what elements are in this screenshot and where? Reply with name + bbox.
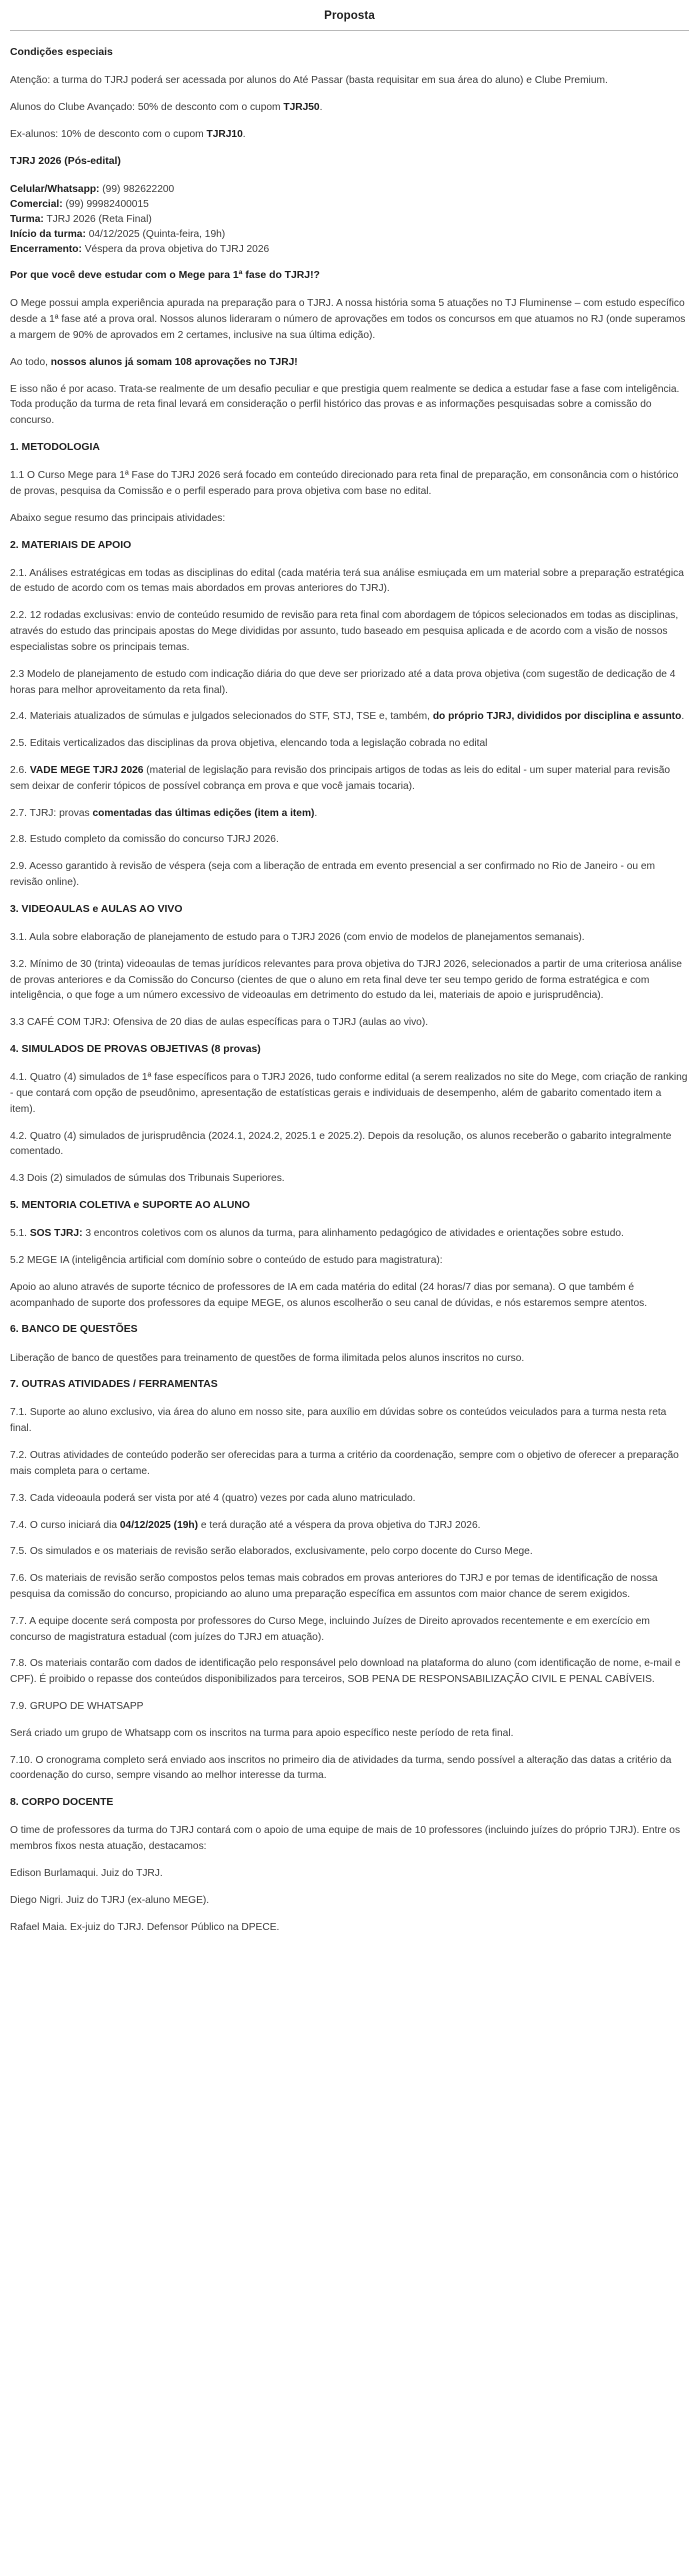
contact-encerramento-value: Véspera da prova objetiva do TJRJ 2026	[84, 244, 270, 256]
item-4-1: 4.1. Quatro (4) simulados de 1ª fase específicos para o TJRJ 2026, tudo conforme edital (a serem realizados no site do Mege, com criação de ranking - que contará com opção de pseudônimo, apresentação de estatísticas gerais e individuais de desempenho, além de gabarito comentado item a item).	[10, 1072, 688, 1115]
professor-item: Diego Nigri. Juiz do TJRJ (ex-aluno MEGE).	[10, 1894, 210, 1906]
item-2-9: 2.9. Acesso garantido à revisão de véspera (seja com a liberação de entrada em evento presencial a ser confirmado no Rio de Janeiro - ou em revisão online).	[10, 861, 656, 889]
item-2-6-text: (material de legislação para revisão dos principais artigos de todas as leis do edital - um super material para revisão sem deixar de conferir tópicos de possível cobrança em prova e que você jamais tocaria).	[10, 764, 671, 792]
item-7-9-paragraph: Será criado um grupo de Whatsapp com os inscritos na turma para apoio específico neste período de reta final.	[10, 1727, 514, 1739]
item-7-10: 7.10. O cronograma completo será enviado aos inscritos no primeiro dia de atividades da turma, sendo possível a alteração das datas a critério da coordenação do curso, sempre visando ao melhor interesse da turma.	[10, 1754, 672, 1782]
contact-turma-label: Turma:	[10, 213, 44, 225]
contact-turma	[10, 212, 689, 227]
contact-inicio	[10, 227, 689, 242]
item-2-4-text: 2.4. Materiais atualizados de súmulas e julgados selecionados do STF, STJ, TSE e, também,	[10, 711, 433, 723]
data-inicio-bold: 04/12/2025 (19h)	[119, 1519, 199, 1531]
contact-encerramento-label: Encerramento:	[10, 244, 82, 256]
item-2-7	[10, 806, 689, 822]
section-simulados-heading: 4. SIMULADOS DE PROVAS OBJETIVAS (8 provas)	[10, 1044, 261, 1056]
item-2-7-end: .	[314, 807, 318, 819]
item-5-1-number: 5.1.	[10, 1228, 30, 1240]
page-title: Proposta	[324, 10, 375, 22]
atencao-paragraph: Atenção: a turma do TJRJ poderá ser acessada por alunos do Até Passar (basta requisitar em sua área do aluno) e Clube Premium.	[10, 75, 608, 87]
item-2-4-bold: do próprio TJRJ, divididos por disciplina e assunto	[432, 711, 682, 723]
ex-alunos-text-end: .	[242, 128, 246, 140]
item-2-3: 2.3 Modelo de planejamento de estudo com indicação diária do que deve ser priorizado até a data prova objetiva (com sugestão de dedicação de 4 horas para melhor aproveitamento da reta final).	[10, 668, 676, 696]
sos-tjrj-bold: SOS TJRJ:	[29, 1228, 83, 1240]
item-7-4-text: 7.4. O curso iniciará dia	[10, 1519, 120, 1531]
contact-comercial-label: Comercial:	[10, 198, 63, 210]
aprovacoes-highlight: nossos alunos já somam 108 aprovações no TJRJ!	[50, 356, 298, 368]
corpo-docente-intro: O time de professores da turma do TJRJ contará com o apoio de uma equipe de mais de 10 professores (incluindo juízes do próprio TJRJ). Entre os membros fixos nesta atuação, destacamos:	[10, 1825, 681, 1853]
item-7-4	[10, 1518, 689, 1534]
ao-todo-text: Ao todo,	[10, 356, 51, 368]
contact-encerramento	[10, 242, 689, 257]
item-2-7-bold: comentadas das últimas edições (item a item)	[92, 807, 315, 819]
item-7-4-end: e terá duração até a véspera da prova objetiva do TJRJ 2026.	[198, 1519, 481, 1531]
section-outras-atividades-heading: 7. OUTRAS ATIVIDADES / FERRAMENTAS	[10, 1379, 218, 1391]
item-2-4-end: .	[681, 711, 685, 723]
cupom-tjrj10: TJRJ10	[206, 128, 243, 140]
item-7-5: 7.5. Os simulados e os materiais de revisão serão elaborados, exclusivamente, pelo corpo docente do Curso Mege.	[10, 1546, 533, 1558]
item-2-7-text: 2.7. TJRJ: provas	[10, 807, 93, 819]
professor-item: Edison Burlamaqui. Juiz do TJRJ.	[10, 1868, 163, 1880]
item-5-2: 5.2 MEGE IA (inteligência artificial com domínio sobre o conteúdo de estudo para magistratura):	[10, 1254, 443, 1266]
item-7-3: 7.3. Cada videoaula poderá ser vista por até 4 (quatro) vezes por cada aluno matriculado.	[10, 1492, 416, 1504]
item-3-3: 3.3 CAFÉ COM TJRJ: Ofensiva de 20 dias de aulas específicas para o TJRJ (aulas ao vivo).	[10, 1017, 429, 1029]
section-metodologia-heading: 1. METODOLOGIA	[10, 441, 100, 453]
condicoes-especiais-heading: Condições especiais	[10, 47, 113, 58]
turma-heading: TJRJ 2026 (Pós-edital)	[10, 155, 121, 167]
item-1-1: 1.1 O Curso Mege para 1ª Fase do TJRJ 2026 será focado em conteúdo direcionado para reta final de preparação, em consonância com o histórico de provas, pesquisa da Comissão e o perfil esperado para prova objetiva com base no edital.	[10, 470, 679, 497]
porque-paragraph-1: O Mege possui ampla experiência apurada na preparação para o TJRJ. A nossa história soma 5 atuações no TJ Fluminense – com estudo específico desde a 1ª fase até a prova oral. Nossos alunos lideraram o número de aprovações em todos os concursos em que atuamos no RJ (onde superamos a margem de 90% de aprovados em 2 certames, inclusive na sua última edição).	[10, 298, 686, 341]
item-2-8: 2.8. Estudo completo da comissão do concurso TJRJ 2026.	[10, 834, 279, 846]
section-corpo-docente-heading: 8. CORPO DOCENTE	[10, 1797, 114, 1809]
clube-avancado-text-end: .	[319, 101, 323, 113]
item-2-5: 2.5. Editais verticalizados das disciplinas da prova objetiva, elencando toda a legislação cobrada no edital	[10, 738, 488, 750]
item-2-6-number: 2.6.	[10, 764, 30, 776]
banco-questoes-text: Liberação de banco de questões para treinamento de questões de forma ilimitada pelos alunos inscritos no curso.	[10, 1352, 525, 1364]
contact-celular	[10, 182, 689, 197]
contact-comercial-value: (99) 99982400015	[65, 198, 149, 210]
item-2-2: 2.2. 12 rodadas exclusivas: envio de conteúdo resumido de revisão para reta final com abordagem de tópicos selecionados em todas as disciplinas, através do estudo das principais apostas do Mege divididas por assunto, tudo baseado em pesquisa aplicada e de acordo com a visão de nossos especialistas sobre os principais temas.	[10, 610, 679, 653]
contact-comercial	[10, 197, 689, 212]
contact-turma-value: TJRJ 2026 (Reta Final)	[46, 213, 152, 225]
contact-block	[10, 182, 689, 257]
item-7-8: 7.8. Os materiais contarão com dados de identificação pelo responsável pelo download na plataforma do aluno (com identificação de nome, e-mail e CPF). É proibido o repasse dos conteúdos disponibilizados para terceiros, SOB PENA DE RESPONSABILIZAÇÃO CIVIL E PENAL CABÍVEIS.	[10, 1658, 681, 1686]
item-2-1: 2.1. Análises estratégicas em todas as disciplinas do edital (cada matéria terá sua análise esmiuçada em um material sobre a preparação estratégica de estudo de acordo com os temas mais abordados em provas anteriores do TJRJ).	[10, 567, 684, 595]
item-4-2: 4.2. Quatro (4) simulados de jurisprudência (2024.1, 2024.2, 2025.1 e 2025.2). Depois da resolução, os alunos receberão o gabarito integralmente comentado.	[10, 1130, 672, 1158]
contact-inicio-label: Início da turma:	[10, 228, 86, 240]
ex-alunos-text: Ex-alunos: 10% de desconto com o cupom	[10, 128, 207, 140]
clube-avancado-paragraph	[10, 100, 689, 116]
item-2-6	[10, 763, 689, 795]
porque-paragraph-3: E isso não é por acaso. Trata-se realmente de um desafio peculiar e que prestigia quem realmente se dedica a estudar fase a fase com inteligência. Toda produção da turma de reta final levará em consideração o perfil histórico das provas e as informações pesquisadas sobre a comissão do concurso.	[10, 383, 680, 427]
clube-avancado-text: Alunos do Clube Avançado: 50% de desconto com o cupom	[10, 101, 284, 113]
contact-inicio-value: 04/12/2025 (Quinta-feira, 19h)	[88, 228, 226, 240]
item-5-1	[10, 1226, 689, 1242]
item-3-1: 3.1. Aula sobre elaboração de planejamento de estudo para o TJRJ 2026 (com envio de modelos de planejamentos semanais).	[10, 931, 585, 943]
abaixo-resumo: Abaixo segue resumo das principais atividades:	[10, 512, 226, 524]
cupom-tjrj50: TJRJ50	[283, 101, 320, 113]
item-7-2: 7.2. Outras atividades de conteúdo poderão ser oferecidas para a turma a critério da coordenação, sempre com o objetivo de oferecer a preparação mais completa para o certame.	[10, 1450, 679, 1477]
item-4-3: 4.3 Dois (2) simulados de súmulas dos Tribunais Superiores.	[10, 1173, 285, 1185]
item-5-1-text: 3 encontros coletivos com os alunos da turma, para alinhamento pedagógico de atividades e orientações sobre estudo.	[82, 1228, 624, 1240]
title-divider	[10, 30, 689, 31]
item-7-6: 7.6. Os materiais de revisão serão compostos pelos temas mais cobrados em provas anteriores do TJRJ e por temas de identificação de nossa pesquisa da comissão do concurso, propiciando ao aluno uma preparação específica em assuntos com maior chance de serem exigidos.	[10, 1573, 658, 1600]
item-7-7: 7.7. A equipe docente será composta por professores do Curso Mege, incluindo Juízes de Direito aprovados recentemente e em exercício em concurso de magistratura estadual (com juízes do TJRJ em atuação).	[10, 1615, 650, 1643]
section-mentoria-heading: 5. MENTORIA COLETIVA e SUPORTE AO ALUNO	[10, 1200, 250, 1212]
item-7-1: 7.1. Suporte ao aluno exclusivo, via área do aluno em nosso site, para auxílio em dúvidas sobre os conteúdos veiculados para a turma nesta reta final.	[10, 1407, 667, 1435]
item-3-2: 3.2. Mínimo de 30 (trinta) videoaulas de temas jurídicos relevantes para prova objetiva do TJRJ 2026, selecionados a partir de uma criteriosa análise de provas anteriores e da Comissão do Concurso (cientes de que o aluno em reta final deve ter seu tempo gerido de forma estratégica e com inteligência, o que foge a um número excessivo de videoaulas em detrimento do estudo da lei, materiais de apoio e jurisprudência).	[10, 958, 682, 1002]
section-banco-questoes-heading: 6. BANCO DE QUESTÕES	[10, 1324, 138, 1336]
item-5-2-paragraph: Apoio ao aluno através de suporte técnico de professores de IA em cada matéria do edital (24 horas/7 dias por semana). O que também é acompanhado de suporte dos professores da equipe MEGE, os alunos escolherão o seu canal de dúvidas, e nós estaremos sempre atentos.	[10, 1281, 648, 1309]
porque-paragraph-2	[10, 355, 689, 371]
section-materiais-heading: 2. MATERIAIS DE APOIO	[10, 539, 132, 551]
ex-alunos-paragraph	[10, 127, 689, 143]
section-videoaulas-heading: 3. VIDEOAULAS e AULAS AO VIVO	[10, 903, 183, 915]
contact-celular-value: (99) 982622200	[102, 183, 175, 195]
item-7-9: 7.9. GRUPO DE WHATSAPP	[10, 1701, 144, 1713]
professor-item: Rafael Maia. Ex-juiz do TJRJ. Defensor Público na DPECE.	[10, 1921, 280, 1933]
porque-estudar-heading: Por que você deve estudar com o Mege para 1ª fase do TJRJ!?	[10, 270, 320, 282]
contact-celular-label: Celular/Whatsapp:	[10, 183, 100, 195]
item-2-4	[10, 709, 689, 725]
vade-mege-bold: VADE MEGE TJRJ 2026	[29, 764, 144, 776]
